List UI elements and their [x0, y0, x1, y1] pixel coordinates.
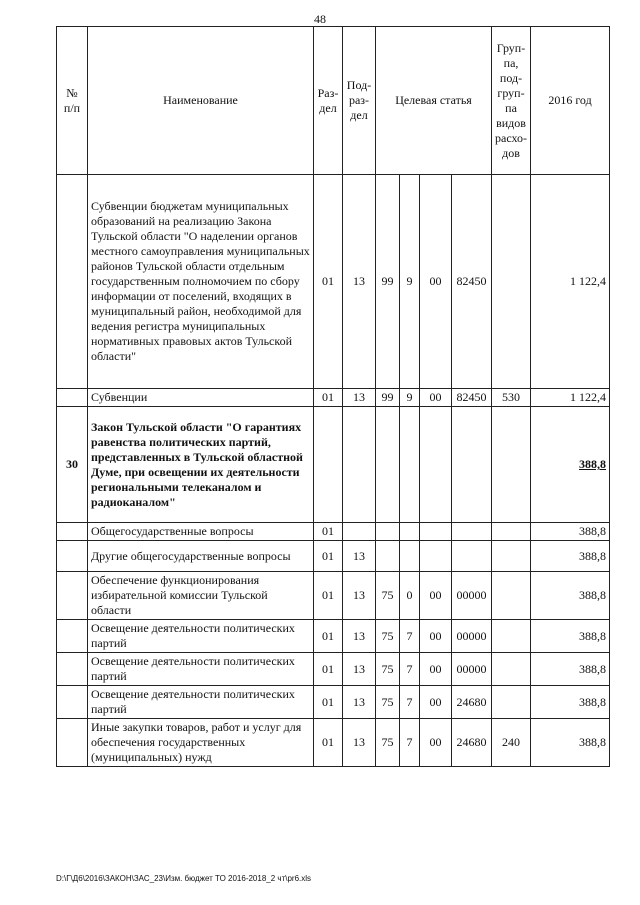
- table-row: [57, 719, 610, 767]
- budget-table: [56, 26, 610, 767]
- row-name: Другие общегосударственные вопросы: [88, 541, 314, 572]
- row-target-subprogram: 7: [400, 620, 420, 653]
- row-amount: 1 122,4: [531, 389, 610, 407]
- page-number: 48: [314, 12, 326, 26]
- header-group: Груп-па, под-груп-па видов расхо-дов: [492, 27, 531, 175]
- row-amount: 388,8: [531, 541, 610, 572]
- table-row: [57, 407, 610, 523]
- row-expense-group: [492, 653, 531, 686]
- file-path-footer: D:\Г\Д6\2016\ЗАКОН\ЗАС_23\Изм. бюджет ТО 2016-2018_2 чт\pr6.xls: [56, 874, 312, 883]
- row-target-program: 99: [376, 175, 400, 389]
- row-target-subprogram: 7: [400, 686, 420, 719]
- row-target-direction: 00: [420, 719, 452, 767]
- row-subsection: 13: [343, 541, 376, 572]
- row-name: Освещение деятельности политических партий: [88, 653, 314, 686]
- row-section: 01: [314, 389, 343, 407]
- row-amount: 388,8: [531, 686, 610, 719]
- row-subsection: [343, 407, 376, 523]
- header-num: № п/п: [57, 27, 88, 175]
- row-target-direction: 00: [420, 653, 452, 686]
- row-expense-group: 530: [492, 389, 531, 407]
- row-target-code: 82450: [452, 389, 492, 407]
- table-row: [57, 686, 610, 719]
- table-row: [57, 620, 610, 653]
- table-row: [57, 572, 610, 620]
- row-expense-group: [492, 523, 531, 541]
- row-target-direction: 00: [420, 572, 452, 620]
- row-target-subprogram: 0: [400, 572, 420, 620]
- row-target-subprogram: [400, 523, 420, 541]
- row-target-subprogram: [400, 541, 420, 572]
- row-section: 01: [314, 719, 343, 767]
- row-target-program: [376, 407, 400, 523]
- row-target-program: 75: [376, 719, 400, 767]
- row-section: 01: [314, 653, 343, 686]
- row-target-subprogram: 7: [400, 719, 420, 767]
- row-subsection: 13: [343, 175, 376, 389]
- row-target-subprogram: [400, 407, 420, 523]
- row-name: Субвенции: [88, 389, 314, 407]
- row-section: 01: [314, 175, 343, 389]
- row-amount: 388,8: [531, 653, 610, 686]
- row-section: 01: [314, 686, 343, 719]
- row-target-code: 00000: [452, 653, 492, 686]
- row-target-code: [452, 523, 492, 541]
- row-amount: 388,8: [531, 523, 610, 541]
- row-subsection: [343, 523, 376, 541]
- table-row: [57, 175, 610, 389]
- header-subsection: Под-раз-дел: [343, 27, 376, 175]
- table-header-row: [57, 27, 610, 175]
- table-row: [57, 653, 610, 686]
- row-number: [57, 523, 88, 541]
- row-section: 01: [314, 572, 343, 620]
- row-number: [57, 719, 88, 767]
- row-target-direction: 00: [420, 175, 452, 389]
- row-number: [57, 389, 88, 407]
- row-name: Общегосударственные вопросы: [88, 523, 314, 541]
- row-expense-group: [492, 572, 531, 620]
- row-number: 30: [57, 407, 88, 523]
- row-number: [57, 175, 88, 389]
- header-target: Целевая статья: [376, 27, 492, 175]
- row-section: [314, 407, 343, 523]
- row-expense-group: [492, 686, 531, 719]
- row-target-program: 75: [376, 686, 400, 719]
- row-target-program: 75: [376, 572, 400, 620]
- row-number: [57, 620, 88, 653]
- row-amount: 388,8: [531, 572, 610, 620]
- row-target-code: 00000: [452, 620, 492, 653]
- row-expense-group: [492, 620, 531, 653]
- row-number: [57, 686, 88, 719]
- row-number: [57, 572, 88, 620]
- row-target-code: 82450: [452, 175, 492, 389]
- row-name: Закон Тульской области "О гарантиях равенства политических партий, представленных в Тульской областной Думе, при освещении их деятельности региональными телеканалом и радиоканалом": [88, 407, 314, 523]
- row-expense-group: [492, 175, 531, 389]
- row-target-direction: 00: [420, 620, 452, 653]
- row-number: [57, 541, 88, 572]
- row-target-direction: [420, 541, 452, 572]
- row-subsection: 13: [343, 572, 376, 620]
- row-expense-group: [492, 541, 531, 572]
- row-subsection: 13: [343, 686, 376, 719]
- row-target-subprogram: 7: [400, 653, 420, 686]
- row-target-program: 99: [376, 389, 400, 407]
- row-amount: 388,8: [531, 620, 610, 653]
- row-target-direction: 00: [420, 389, 452, 407]
- table-row: [57, 389, 610, 407]
- row-subsection: 13: [343, 620, 376, 653]
- row-amount: 388,8: [531, 407, 610, 523]
- row-target-direction: 00: [420, 686, 452, 719]
- row-target-program: 75: [376, 620, 400, 653]
- row-section: 01: [314, 523, 343, 541]
- row-subsection: 13: [343, 389, 376, 407]
- row-section: 01: [314, 541, 343, 572]
- row-expense-group: 240: [492, 719, 531, 767]
- row-amount: 388,8: [531, 719, 610, 767]
- row-name: Освещение деятельности политических партий: [88, 686, 314, 719]
- row-target-program: 75: [376, 653, 400, 686]
- row-target-code: 24680: [452, 719, 492, 767]
- row-amount: 1 122,4: [531, 175, 610, 389]
- row-name: Обеспечение функционирования избирательной комиссии Тульской области: [88, 572, 314, 620]
- row-target-code: 00000: [452, 572, 492, 620]
- row-name: Освещение деятельности политических партий: [88, 620, 314, 653]
- row-target-program: [376, 541, 400, 572]
- row-name: Иные закупки товаров, работ и услуг для обеспечения государственных (муниципальных) нужд: [88, 719, 314, 767]
- row-target-direction: [420, 523, 452, 541]
- row-subsection: 13: [343, 653, 376, 686]
- row-section: 01: [314, 620, 343, 653]
- row-target-subprogram: 9: [400, 175, 420, 389]
- row-name: Субвенции бюджетам муниципальных образований на реализацию Закона Тульской области "О наделении органов местного самоуправления муниципальных районов Тульской области отдельным государственным полномочием по сбору информации от поселений, входящих в муниципальный район, необходимой для ведения регистра муниципальных нормативных правовых актов Тульской области": [88, 175, 314, 389]
- row-target-code: 24680: [452, 686, 492, 719]
- row-target-direction: [420, 407, 452, 523]
- row-subsection: 13: [343, 719, 376, 767]
- row-number: [57, 653, 88, 686]
- table-row: [57, 523, 610, 541]
- row-target-code: [452, 407, 492, 523]
- header-section: Раз-дел: [314, 27, 343, 175]
- table-row: [57, 541, 610, 572]
- header-year: 2016 год: [531, 27, 610, 175]
- row-target-code: [452, 541, 492, 572]
- header-name: Наименование: [88, 27, 314, 175]
- row-expense-group: [492, 407, 531, 523]
- row-target-subprogram: 9: [400, 389, 420, 407]
- row-target-program: [376, 523, 400, 541]
